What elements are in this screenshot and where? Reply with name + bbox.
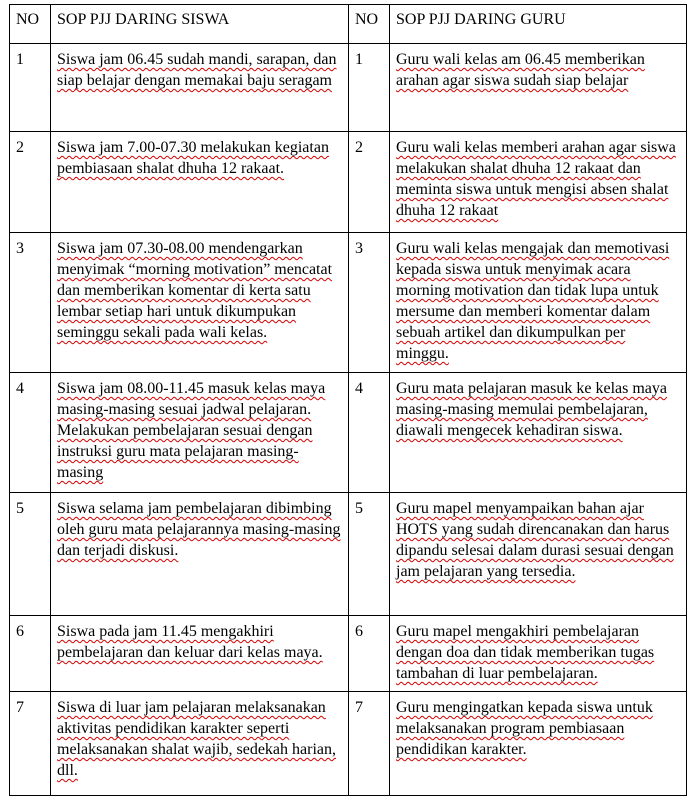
table-row bbox=[10, 692, 687, 796]
header-siswa-title: SOP PJJ DARING SISWA bbox=[51, 5, 349, 44]
row-number-left: 6 bbox=[10, 616, 51, 692]
sop-table bbox=[9, 4, 687, 796]
siswa-step: Siswa selama jam pembelajaran dibimbing oleh guru mata pelajarannya masing-masing dan terjadi diskusi. bbox=[51, 493, 349, 616]
table-row bbox=[10, 132, 687, 233]
row-number-left: 7 bbox=[10, 692, 51, 796]
row-number-left: 2 bbox=[10, 132, 51, 233]
table-row bbox=[10, 373, 687, 493]
header-no-left: NO bbox=[10, 5, 51, 44]
row-number-right: 7 bbox=[349, 692, 390, 796]
row-number-left: 4 bbox=[10, 373, 51, 493]
siswa-step: Siswa jam 07.30-08.00 mendengarkan menyimak “morning motivation” mencatat dan memberikan komentar di kerta satu lembar setiap hari untuk dikumpukan seminggu sekali pada wali kelas. bbox=[51, 233, 349, 373]
guru-step: Guru mapel menyampaikan bahan ajar HOTS yang sudah direncanakan dan harus dipandu selesai dalam durasi sesuai dengan jam pelajaran yang tersedia. bbox=[390, 493, 687, 616]
guru-step: Guru wali kelas mengajak dan memotivasi kepada siswa untuk menyimak acara morning motivation dan tidak lupa untuk mersume dan memberi komentar dalam sebuah artikel dan dikumpulkan per minggu. bbox=[390, 233, 687, 373]
table-row bbox=[10, 493, 687, 616]
table-row bbox=[10, 44, 687, 132]
siswa-step: Siswa di luar jam pelajaran melaksanakan aktivitas pendidikan karakter seperti melaksanakan shalat wajib, sedekah harian, dll. bbox=[51, 692, 349, 796]
row-number-left: 5 bbox=[10, 493, 51, 616]
row-number-right: 2 bbox=[349, 132, 390, 233]
row-number-left: 3 bbox=[10, 233, 51, 373]
header-no-right: NO bbox=[349, 5, 390, 44]
row-number-right: 3 bbox=[349, 233, 390, 373]
guru-step: Guru mengingatkan kepada siswa untuk melaksanakan program pembiasaan pendidikan karakter. bbox=[390, 692, 687, 796]
row-number-right: 4 bbox=[349, 373, 390, 493]
row-number-right: 5 bbox=[349, 493, 390, 616]
header-guru-title: SOP PJJ DARING GURU bbox=[390, 5, 687, 44]
guru-step: Guru wali kelas am 06.45 memberikan arahan agar siswa sudah siap belajar bbox=[390, 44, 687, 132]
guru-step: Guru mapel mengakhiri pembelajaran dengan doa dan tidak memberikan tugas tambahan di luar pembelajaran. bbox=[390, 616, 687, 692]
guru-step: Guru wali kelas memberi arahan agar siswa melakukan shalat dhuha 12 rakaat dan meminta siswa untuk mengisi absen shalat dhuha 12 rakaat bbox=[390, 132, 687, 233]
siswa-step: Siswa jam 06.45 sudah mandi, sarapan, dan siap belajar dengan memakai baju seragam bbox=[51, 44, 349, 132]
row-number-left: 1 bbox=[10, 44, 51, 132]
row-number-right: 1 bbox=[349, 44, 390, 132]
table-row bbox=[10, 616, 687, 692]
siswa-step: Siswa jam 08.00-11.45 masuk kelas maya masing-masing sesuai jadwal pelajaran. Melakukan pembelajaran sesuai dengan instruksi guru mata pelajaran masing-masing bbox=[51, 373, 349, 493]
table-header-row bbox=[10, 5, 687, 44]
guru-step: Guru mata pelajaran masuk ke kelas maya masing-masing memulai pembelajaran, diawali mengecek kehadiran siswa. bbox=[390, 373, 687, 493]
row-number-right: 6 bbox=[349, 616, 390, 692]
table-row bbox=[10, 233, 687, 373]
siswa-step: Siswa jam 7.00-07.30 melakukan kegiatan pembiasaan shalat dhuha 12 rakaat. bbox=[51, 132, 349, 233]
siswa-step: Siswa pada jam 11.45 mengakhiri pembelajaran dan keluar dari kelas maya. bbox=[51, 616, 349, 692]
